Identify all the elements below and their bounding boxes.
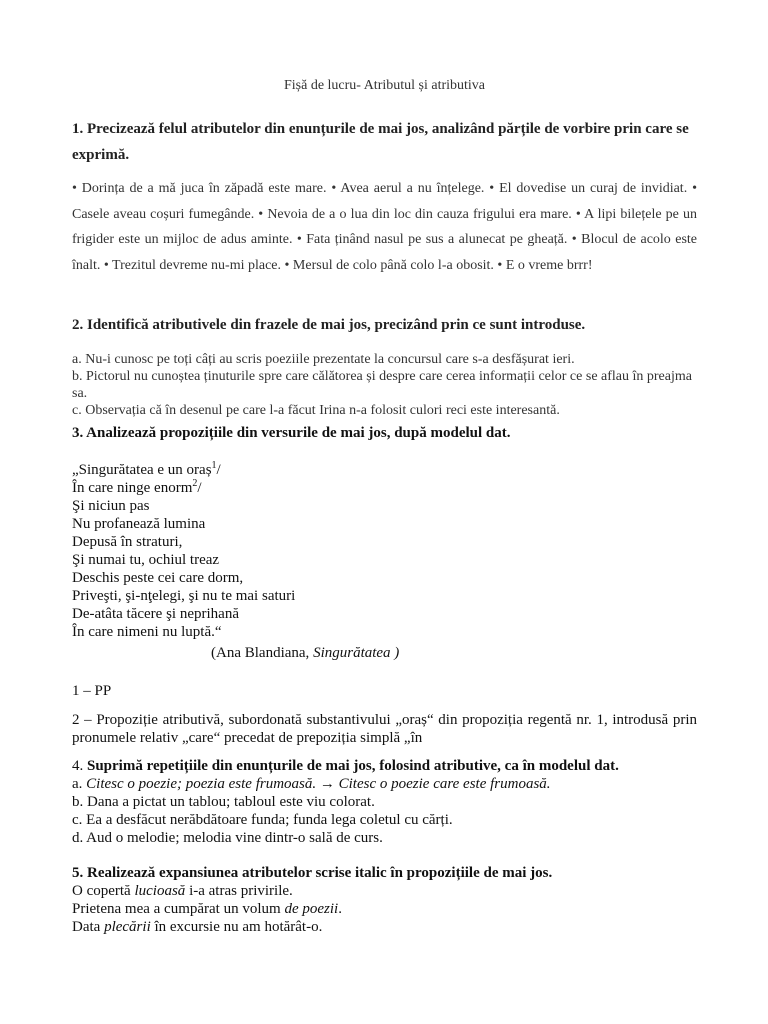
exercise-2-items <box>72 351 697 419</box>
model-analysis-1: 1 – PP <box>72 683 112 699</box>
poem-line-2: În care ninge enorm$^2$/ <box>72 478 202 496</box>
exercise-5-heading: 5. Realizează expansiunea atributelor scrise italic în propozițiile de mai jos. <box>72 865 553 881</box>
exercise-1-sentences: • Dorința de a mă juca în zăpadă este mare. • Avea aerul a nu înțelege. • El dovedise un curaj de invidiat. • Casele aveau coșuri fumegânde. • Nevoia de a o lua din loc din cauza frigului era mare. • A lipi bilețele pe un frigider este un mijloc de adus aminte. • Fata ținând nasul pe sus a alunecat pe gheață. • Blocul de acolo este înalt. • Trezitul devreme nu-mi place. • Mersul de colo până colo l-a obosit. • E o vreme brrr! <box>72 181 697 273</box>
poem-line: Depusă în straturi, <box>72 534 183 550</box>
poem-line: Şi numai tu, ochiul treaz <box>72 552 220 568</box>
poem-citation: (Ana Blandiana, Singurătatea ) <box>211 645 400 661</box>
exercise-5-sentence-3: Data plecării în excursie nu am hotărât-o. <box>72 919 323 935</box>
exercise-3-heading: 3. Analizează propozițiile din versurile de mai jos, după modelul dat. <box>72 425 511 441</box>
exercise-4-item-b: b. Dana a pictat un tablou; tabloul este viu colorat. <box>72 794 375 810</box>
exercise-5-sentence-2: Prietena mea a cumpărat un volum de poezii. <box>72 901 342 917</box>
exercise-4-item-a: a. Citesc o poezie; poezia este frumoasă. → Citesc o poezie care este frumoasă. <box>72 776 551 792</box>
page-title: Fișă de lucru- Atributul și atributiva <box>283 78 486 93</box>
exercise-2-heading: 2. Identifică atributivele din frazele de mai jos, precizând prin ce sunt introduse. <box>72 317 586 333</box>
exercise-2-item-b: b. Pictorul nu cunoștea ținuturile spre care călătorea și despre care cerea informații celor ce se aflau în preajma sa. <box>72 369 692 401</box>
exercise-2-item-c: c. Observația că în desenul pe care l-a făcut Irina n-a folosit culori reci este interesantă. <box>72 403 560 418</box>
poem-line: Nu profanează lumina <box>72 516 206 532</box>
poem-line: Şi niciun pas <box>72 498 150 514</box>
exercise-4-item-c: c. Ea a desfăcut nerăbdătoare funda; funda lega coletul cu cărți. <box>72 812 453 828</box>
model-analysis-2: 2 – Propoziție atributivă, subordonată substantivului „oraș“ din propoziția regentă nr. 1, introdusă prin pronumele relativ „care“ precedat de prepoziția simplă „în <box>72 712 697 746</box>
exercise-5-sentence-1: O copertă lucioasă i-a atras privirile. <box>72 883 293 899</box>
exercise-4 <box>72 757 697 847</box>
exercise-4-heading: 4. Suprimă repetițiile din enunțurile de mai jos, folosind atributive, ca în modelul dat. <box>72 758 619 774</box>
poem-line: Priveşti, şi-nţelegi, şi nu te mai saturi <box>72 588 296 604</box>
exercise-5 <box>72 864 697 936</box>
exercise-2-item-a: a. Nu-i cunosc pe toți câți au scris poeziile prezentate la concursul care s-a desfășurat ieri. <box>72 352 575 367</box>
poem-line: În care nimeni nu luptă.“ <box>72 624 222 640</box>
poem-line: Deschis peste cei care dorm, <box>72 570 244 586</box>
poem-block <box>72 461 697 641</box>
poem-line-1: „Singurătatea e un oraș$^1$/ <box>72 460 221 478</box>
exercise-1-heading: 1. Precizează felul atributelor din enunțurile de mai jos, analizând părțile de vorbire prin care se exprimă. <box>72 121 689 163</box>
exercise-4-item-d: d. Aud o melodie; melodia vine dintr-o sală de curs. <box>72 830 383 846</box>
poem-line: De-atâta tăcere şi neprihană <box>72 606 239 622</box>
